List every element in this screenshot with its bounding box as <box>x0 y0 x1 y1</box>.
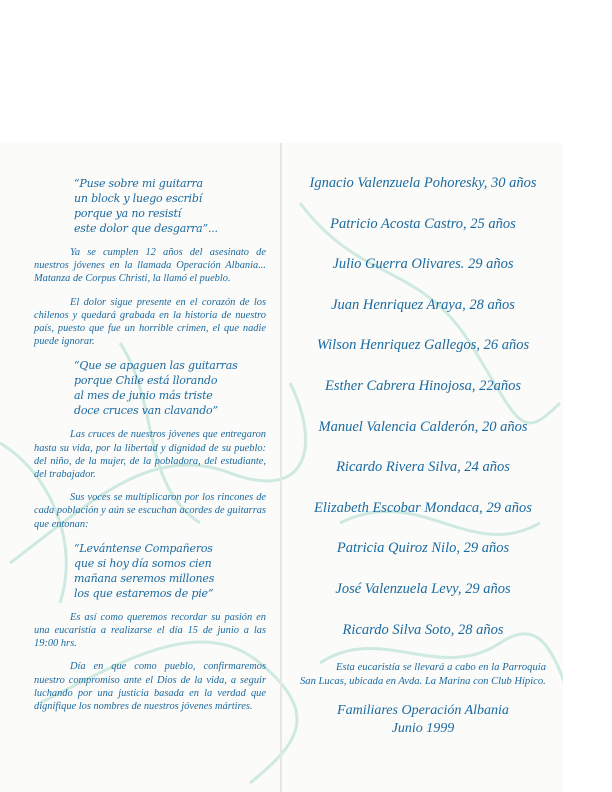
verse-line: un block y luego escribí <box>74 192 203 205</box>
verse-line: “Que se apaguen las guitarras <box>74 359 238 373</box>
signature-organization: Familiares Operación Albania <box>337 702 509 718</box>
list-item: Esther Cabrera Hinojosa, 22años <box>324 377 522 394</box>
list-item: Elizabeth Escobar Mondaca, 29 años <box>314 499 532 516</box>
list-item: Ignacio Valenzuela Pohoresky, 30 años <box>309 175 537 191</box>
list-item: Patricio Acosta Castro, 25 años <box>330 215 516 232</box>
verse-line: “Puse sobre mi guitarra <box>74 177 203 190</box>
verse-line: este dolor que desgarra”... <box>74 222 218 235</box>
list-item: Wilson Henriquez Gallegos, 26 años <box>316 337 530 354</box>
verse-line: porque Chile está llorando <box>74 374 218 388</box>
list-item: Manuel Valencia Calderón, 20 años <box>318 418 528 435</box>
signature-date: Junio 1999 <box>391 720 455 736</box>
list-item: Patricia Quiroz Nilo, 29 años <box>336 540 510 557</box>
signature <box>300 702 546 738</box>
verse-line: doce cruces van clavando” <box>74 404 218 418</box>
paragraph-eucaristia: Es así como queremos recordar su pasión en una eucaristía a realizarse el día 15 de junio a las 19:00 hrs. <box>34 611 266 650</box>
paragraph-voces: Sus voces se multiplicaron por los rincones de cada población y aún se escuchan acordes de guitarras que entonan: <box>34 492 266 530</box>
list-item: Ricardo Rivera Silva, 24 años <box>336 459 510 476</box>
list-item: Julio Guerra Olivares. 29 años <box>332 256 514 273</box>
verse-guitarra <box>74 176 266 236</box>
verse-line: “Levántense Compañeros <box>74 541 213 555</box>
list-item: Juan Henriquez Araya, 28 años <box>331 296 515 313</box>
verse-line: porque ya no resistí <box>74 207 182 220</box>
victims-list <box>300 172 546 659</box>
event-location-note: Esta eucaristía se llevará a cabo en la Parroquia San Lucas, ubicada en Avda. La Marina con Club Hípico. <box>300 662 546 687</box>
card-fold-line <box>280 143 282 792</box>
left-panel <box>34 176 266 713</box>
verse-line: que si hoy día somos cien <box>74 556 212 570</box>
paragraph-anniversary: Ya se cumplen 12 años del asesinato de nuestros jóvenes en la llamada Operación Albania... Matanza de Corpus Christi, la llamó el pueblo. <box>34 247 266 285</box>
paragraph-dolor: El dolor sigue presente en el corazón de los chilenos y quedará grabada en la historia de nuestro país, puesto que fue un horrible crimen, el que nadie puede ignorar. <box>34 296 266 348</box>
verse-apaguen <box>74 358 266 418</box>
card-edge-margin <box>563 143 612 792</box>
paragraph-compromiso: Día en que como pueblo, confirmaremos nuestro compromiso ante el Dios de la vida, a seguir luchando por una justicia basada en la verdad que dignifique los nombres de nuestros jóvenes mártires. <box>34 661 266 713</box>
paragraph-cruces: Las cruces de nuestros jóvenes que entregaron hasta su vida, por la libertad y dignidad de su pueblo: del niño, de la mujer, de la pobladora, del estudiante, del trabajador. <box>34 429 266 481</box>
verse-line: los que estaremos de pie” <box>74 586 214 600</box>
verse-line: al mes de junio más triste <box>74 389 213 403</box>
verse-line: mañana seremos millones <box>74 571 215 585</box>
list-item: Ricardo Silva Soto, 28 años <box>342 621 504 638</box>
right-panel <box>300 172 546 738</box>
verse-levantense <box>74 541 266 601</box>
list-item: José Valenzuela Levy, 29 años <box>335 580 511 597</box>
